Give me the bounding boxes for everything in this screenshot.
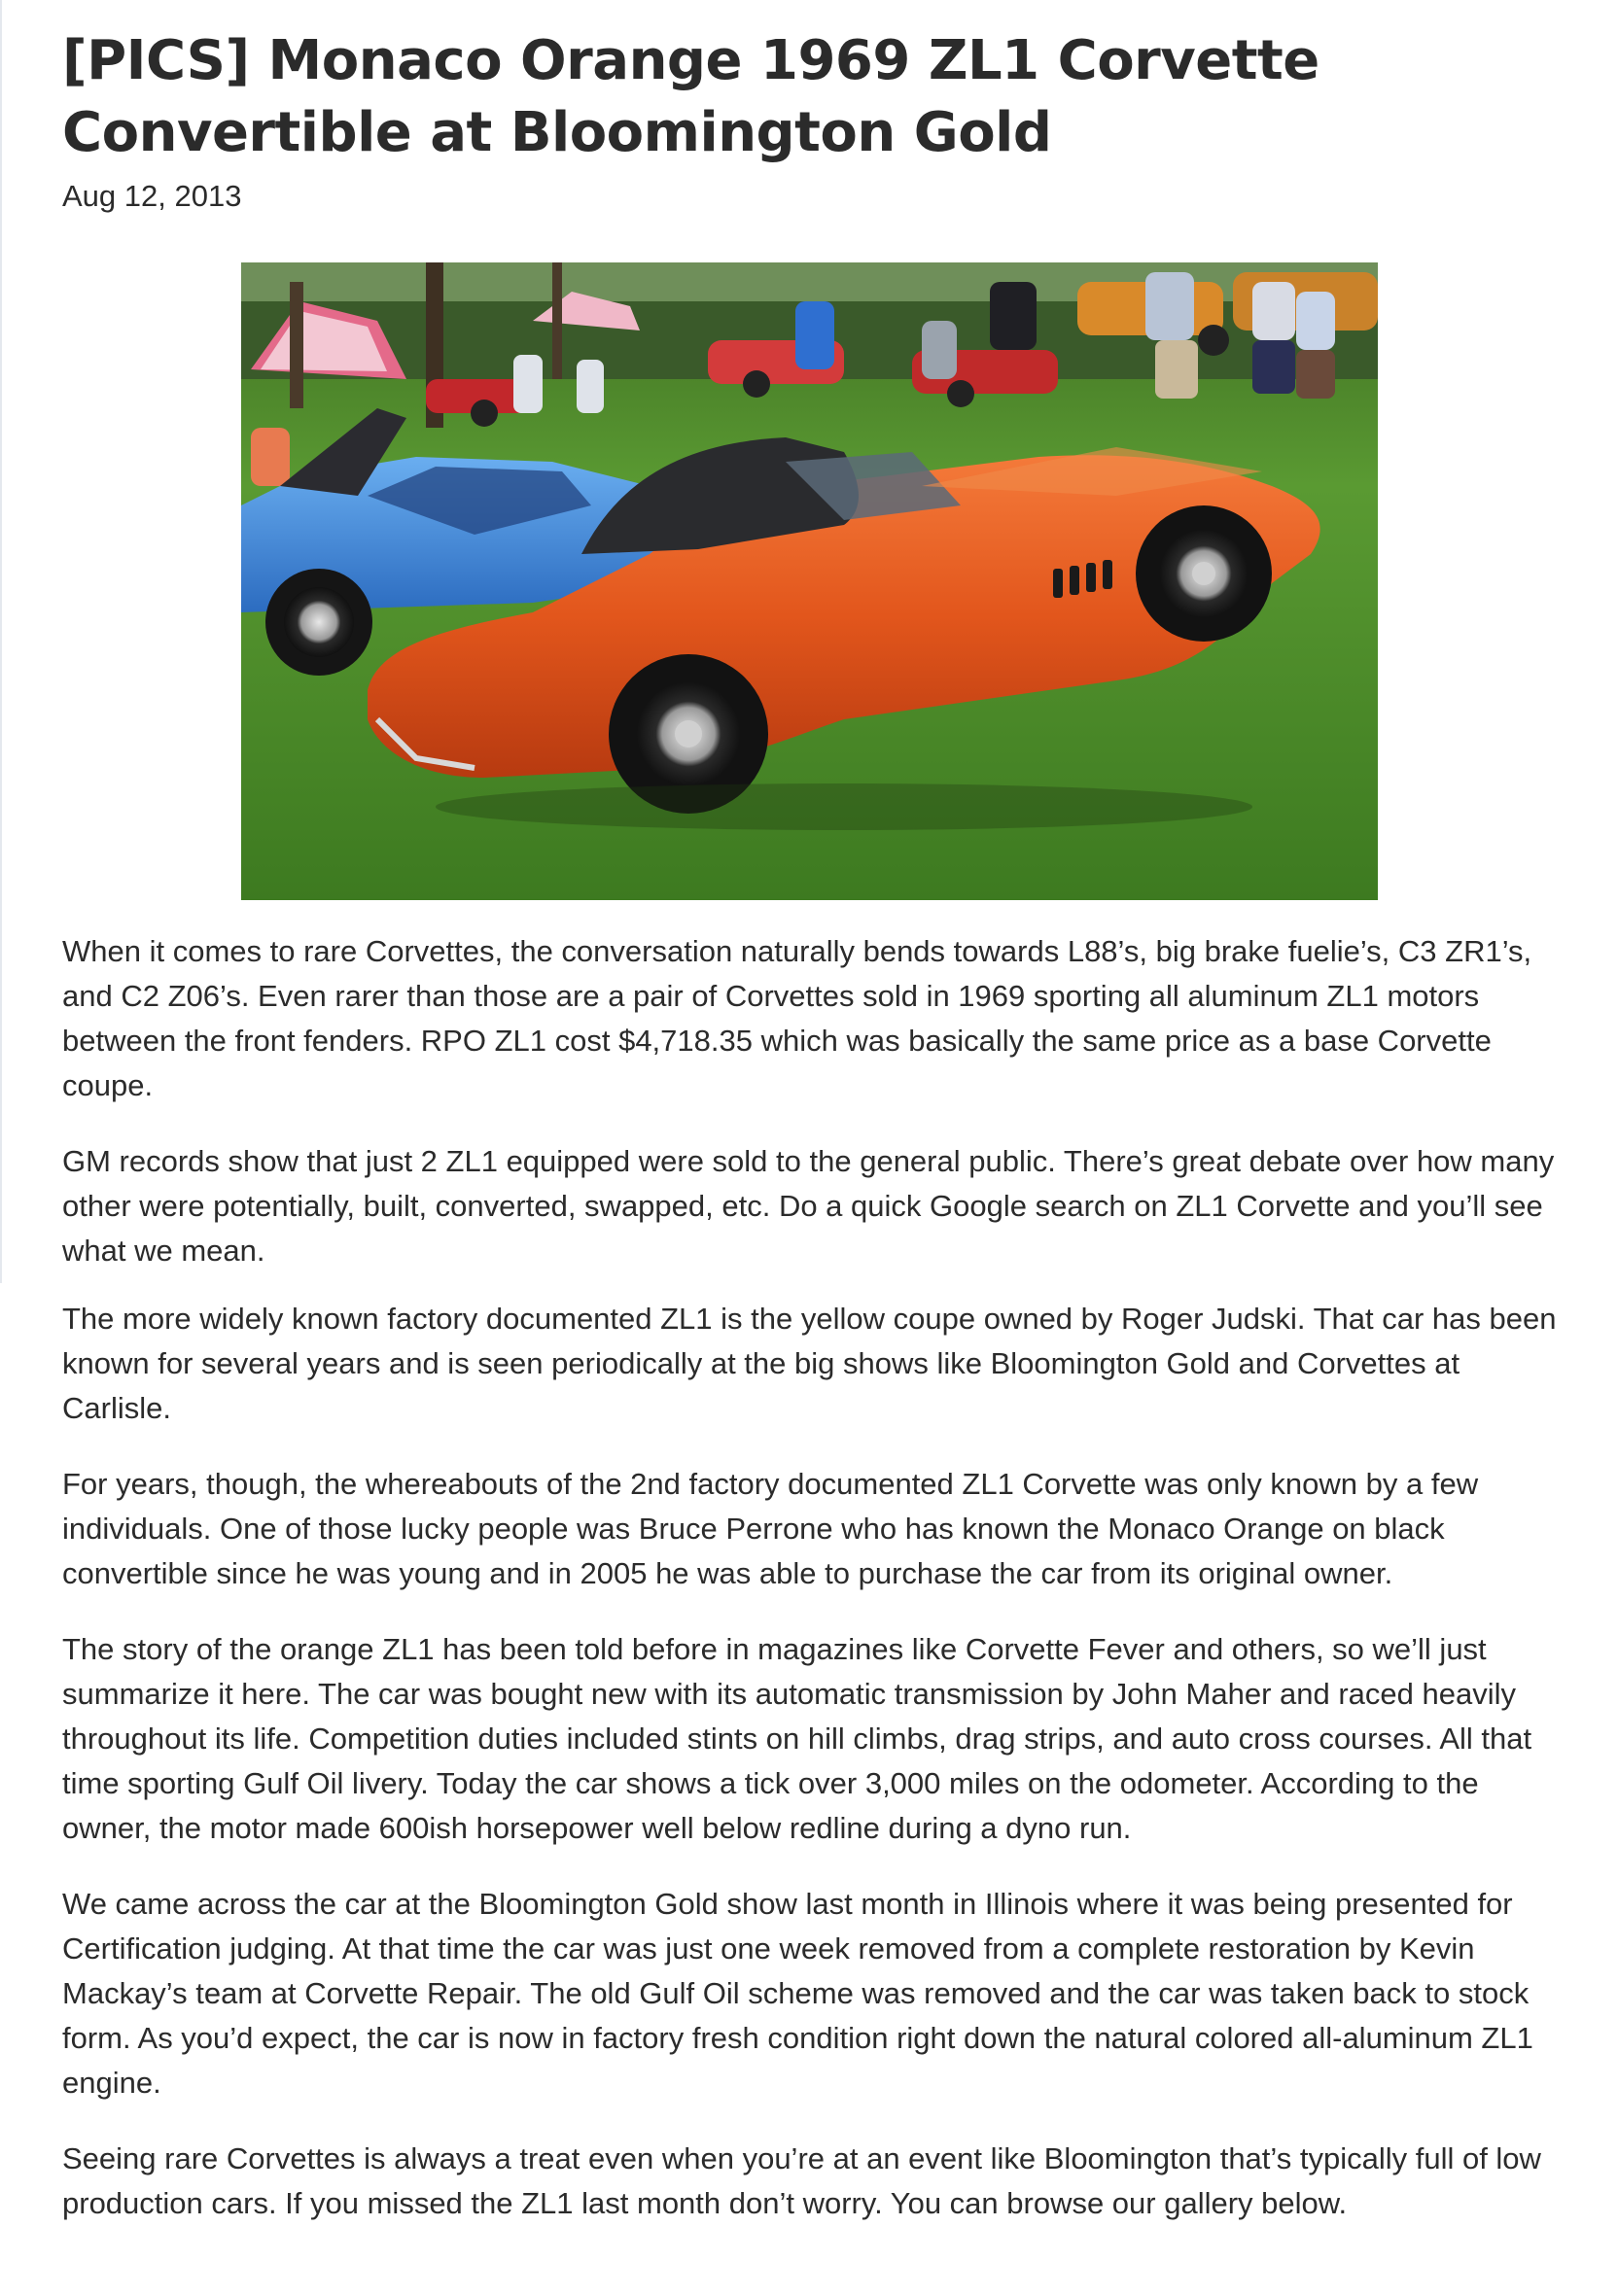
paragraph: GM records show that just 2 ZL1 equipped were sold to the general public. There’s great debate over how many other were potentially, built, converted, swapped, etc. Do a quick Google search on ZL1 Corvette and you’ll see what we mean. <box>62 1144 1555 1268</box>
paragraph: The story of the orange ZL1 has been told before in magazines like Corvette Fever and others, so we’ll just summarize it here. The car was bought new with its automatic transmission by John Maher and raced heavily throughout its life. Competition duties included stints on hill climbs, drag strips, and auto cross courses. All that time sporting Gulf Oil livery. Today the car shows a tick over 3,000 miles on the odometer. According to the owner, the motor made 600ish horsepower well below redline during a dyno run. <box>62 1632 1532 1845</box>
paragraph: We came across the car at the Bloomington Gold show last month in Illinois where it was being presented for Certification judging. At that time the car was just one week removed from a complete restoration by Kevin Mackay’s team at Corvette Repair. The old Gulf Oil scheme was removed and the car was taken back to stock form. As you’d expect, the car is now in factory fresh condition right down the natural colored all-aluminum ZL1 engine. <box>62 1887 1533 2100</box>
car-photo-icon <box>241 262 1378 900</box>
article-title: [PICS] Monaco Orange 1969 ZL1 Corvette Convertible at Bloomington Gold <box>62 29 1319 164</box>
hero-image[interactable] <box>241 262 1378 900</box>
left-border <box>0 0 2 1283</box>
paragraph: The more widely known factory documented ZL1 is the yellow coupe owned by Roger Judski. That car has been known for several years and is seen periodically at the big shows like Bloomington Gold and Corvettes at Carlisle. <box>62 1302 1557 1425</box>
paragraph: For years, though, the whereabouts of the 2nd factory documented ZL1 Corvette was only known by a few individuals. One of those lucky people was Bruce Perrone who has known the Monaco Orange on black convertible since he was young and in 2005 he was able to purchase the car from its original owner. <box>62 1467 1479 1590</box>
paragraph: When it comes to rare Corvettes, the conversation naturally bends towards L88’s, big brake fuelie’s, C3 ZR1’s, and C2 Z06’s. Even rarer than those are a pair of Corvettes sold in 1969 sporting all aluminum ZL1 motors between the front fenders. RPO ZL1 cost $4,718.35 which was basically the same price as a base Corvette coupe. <box>62 934 1532 1102</box>
paragraph: Seeing rare Corvettes is always a treat even when you’re at an event like Bloomington that’s typically full of low production cars. If you missed the ZL1 last month don’t worry. You can browse our gallery below. <box>62 2141 1541 2220</box>
article-date: Aug 12, 2013 <box>62 179 242 213</box>
article-header <box>62 25 1560 216</box>
article-body <box>62 929 1560 2257</box>
